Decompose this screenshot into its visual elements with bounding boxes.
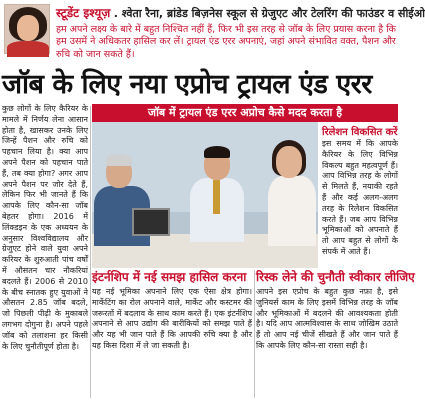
author-shirt <box>7 41 49 57</box>
column-brand: स्टूडेंट इश्यूज़ <box>56 6 111 20</box>
photo-person-3-body <box>268 176 316 246</box>
photo-laptop <box>132 208 170 236</box>
internship-section-heading: इंटर्नशिप में नई समझ हासिल करना <box>92 270 247 284</box>
risk-section-heading: रिस्क लेने की चुनौती स्वीकार लीजिए <box>256 270 415 284</box>
photo-person-1-hair <box>106 154 132 166</box>
risk-section-text: आपने इस एप्रोच के बहुत कुछ नफ़ा है, इसे जुनियर्स काम के लिए इसमें विभिन्न तरह के जॉब और भूमिकाओं में बदलने की आवश्यकता होती है। यदि आप आत्मविश्वास के साथ जोखिम उठाते हैं तो आप नई चीजें सीखते हैं और जान पाते हैं कि आपके लिए कौन-सा रास्ता सही है। <box>256 287 398 350</box>
article-intro: हम अपने लक्ष्य के बारे में बहुत निश्चित नहीं हैं, फिर भी इस तरह से जॉब के लिए प्रयास करना है कि हम उसमें ने अधिकतर हासिल कर लें। ट्रायल एंड एरर अपनाएं, जहां अपने संभावित वक्त, पैशन और रुचि को जान सकते हैं। <box>56 24 396 60</box>
photo-caption-banner: जॉब में ट्रायल एंड एरर अप्रोच कैसे मदद करता है <box>92 104 398 122</box>
article-headline: जॉब के लिए नया एप्रोच ट्रायल एंड एरर <box>2 69 372 100</box>
internship-section-text: यह नई भूमिका अपनाने लिए एक ऐसा क्षेत्र होगा। मार्केटिंग का रोल अपनाने वाले, मार्केट और कस्टमर की जरूरतों में बदलाव के साथ काम करते हैं। एक इंटर्नशिप अपनाने से आप उद्योग की बारीकियों को समझ पाते हैं और यह भी जान पाते हैं कि आपकी रुचि क्या है और यह किस दिशा में ले जा सकती है। <box>92 287 252 350</box>
article-header <box>0 0 425 64</box>
author-photo <box>4 4 50 54</box>
column-divider <box>90 106 91 398</box>
photo-person-2-hair <box>204 146 230 158</box>
photo-person-2-tie <box>213 180 220 214</box>
column-byline <box>56 4 425 24</box>
right-section-text: इस समय में कि आपके कैरियर के लिए विभिन्न विकल्प बहुत महत्वपूर्ण हैं। आप विभिन्न तरह के लोगों से मिलते हैं, नयाकी रहते हैं और कई अलग-अलग तरह के रिलेशन विकसित करते हैं। जब आप विभिन्न भूमिकाओं को अपनाते हैं तो आप बहुत से लोगों के संपर्क में आते हैं। <box>322 139 398 256</box>
author-byline: . श्वेता रैना, ब्रांडेड बिज़नेस स्कूल से ग्रेजुएट और टेलरिंग की फाउंडर व सीईओ <box>113 7 425 20</box>
bottom-divider <box>254 270 255 398</box>
article-photo <box>92 122 318 268</box>
left-column-text: कुछ लोगों के लिए कैरियर के मामले में निर्णय लेना आसान होता है, खासकर उनके लिए जिन्हें पैशन और रुचि को पहचान लिया है। क्या आप अपने पैशन को पहचान पाते हैं, तब क्या होगा? अगर आप अपने पैशन पर जोर देते हैं, लेकिन फिर भी जानते हैं कि आपके लिए कौन-सा जॉब बेहतर होगा। 2016 में लिंक्डइन के एक अध्ययन के अनुसार विश्वविद्यालय और ग्रेजुएट होने वाले युवा अपने करियर के शुरुआती पांच वर्षों में औसतन चार नौकरियां बदलते हैं। 2006 से 2010 के बीच स्नातक हुए युवाओं ने औसतन 2.85 जॉब बदले, जो पिछली पीढ़ी के मुकाबले लगभग दोगुना है। अपने पहले जॉब को तलाशना हर किसी के लिए चुनौतीपूर्ण होता है। <box>2 104 88 351</box>
author-face <box>17 15 39 41</box>
photo-person-3-head <box>276 146 302 178</box>
right-section-heading: रिलेशन विकसित करें <box>322 127 398 138</box>
